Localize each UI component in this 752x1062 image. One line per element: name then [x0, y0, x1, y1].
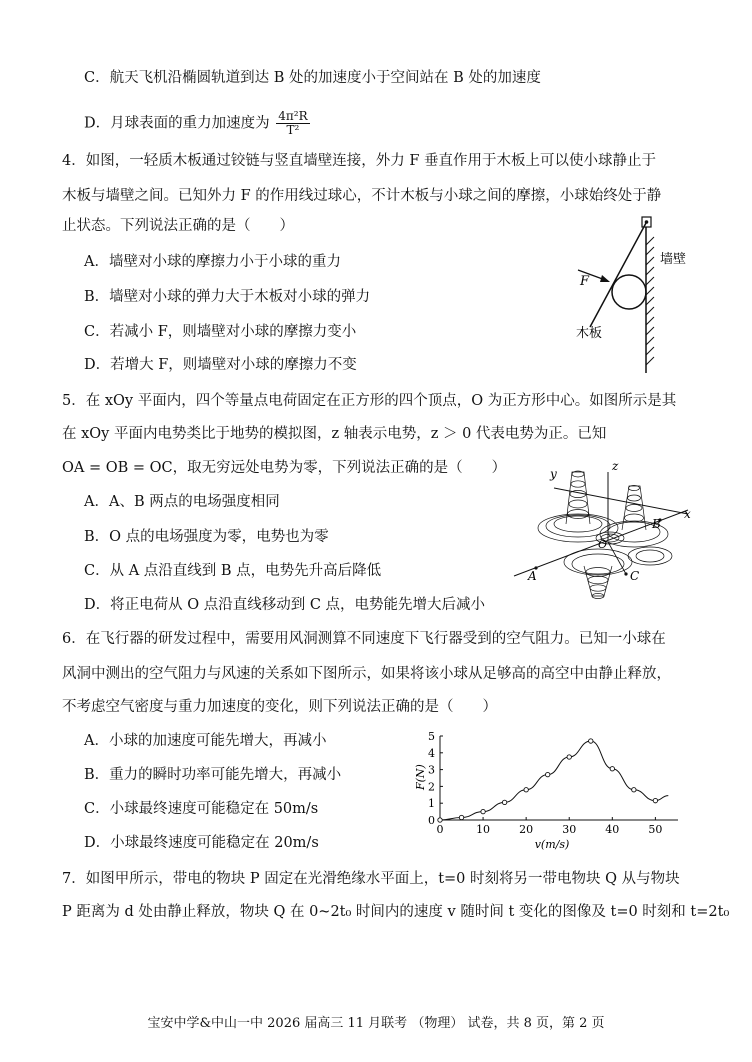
q6-stem-line1: 6．在飞行器的研发过程中，需要用风洞测算不同速度下飞行器受到的空气阻力。已知一小球在: [62, 631, 666, 647]
q6-option-c: C．小球最终速度可能稳定在 50m/s: [84, 801, 319, 817]
q6-force-velocity-chart: [412, 728, 682, 856]
data-point: [459, 815, 463, 819]
board-line: [590, 223, 646, 327]
q7-stem-line1: 7．如图甲所示，带电的物块 P 固定在光滑绝缘水平面上，t=0 时刻将另一带电物块 Q 从与物块: [62, 871, 680, 887]
chart-x-axis-label: v(m/s): [534, 838, 570, 851]
data-point: [567, 755, 571, 759]
q6-stem-line3: 不考虑空气密度与重力加速度的变化，则下列说法正确的是（ ）: [62, 699, 497, 715]
q5-option-d: D．将正电荷从 O 点沿直线移动到 C 点，电势能先增大后减小: [84, 597, 486, 613]
axis-z-label: z: [612, 459, 619, 473]
q4-stem-line1: 4．如图，一轻质木板通过铰链与竖直墙壁连接，外力 F 垂直作用于木板上可以使小球静止于: [62, 153, 657, 169]
q4-stem-line3: 止状态。下列说法正确的是（ ）: [62, 218, 294, 234]
q4-option-c: C．若减小 F，则墙壁对小球的摩擦力变小: [84, 324, 357, 340]
data-point: [545, 772, 549, 776]
q6-option-a: A．小球的加速度可能先增大，再减小: [84, 733, 327, 749]
q4-stem-line2: 木板与墙壁之间。已知外力 F 的作用线过球心，不计木板与小球之间的摩擦，小球始终处于静: [62, 188, 662, 204]
point-b-label: B: [652, 517, 661, 531]
q6-option-b: B．重力的瞬时功率可能先增大，再减小: [84, 767, 342, 783]
q5-stem-line3: OA = OB = OC，取无穷远处电势为零，下列说法正确的是（ ）: [62, 460, 507, 476]
q5-figure: [500, 458, 700, 608]
q6-option-d: D．小球最终速度可能稳定在 20m/s: [84, 835, 319, 851]
y-tick-label: 5: [428, 730, 435, 743]
q3-option-d-text: D．月球表面的重力加速度为: [84, 115, 270, 132]
data-point: [438, 818, 442, 822]
q5-option-a: A．A、B 两点的电场强度相同: [84, 494, 280, 510]
point-c-label: C: [630, 569, 640, 583]
fraction: [276, 110, 309, 137]
fraction-denominator: T²: [286, 123, 300, 137]
data-point: [502, 800, 506, 804]
x-tick-label: 10: [476, 823, 491, 836]
y-tick-label: 2: [428, 780, 435, 794]
q3-option-c: C．航天飞机沿椭圆轨道到达 B 处的加速度小于空间站在 B 处的加速度: [84, 70, 541, 86]
q5-option-c: C．从 A 点沿直线到 B 点，电势先升高后降低: [84, 563, 382, 579]
axis-y-label: y: [550, 467, 557, 481]
y-tick-label: 4: [428, 746, 435, 760]
axis-x-label: x: [684, 507, 691, 521]
data-point: [481, 809, 485, 813]
point-o-label: O: [598, 538, 608, 551]
fig-wall-label: 墙壁: [660, 252, 687, 267]
x-tick-label: 40: [605, 823, 620, 836]
q4-option-d: D．若增大 F，则墙壁对小球的摩擦力不变: [84, 357, 357, 373]
data-point: [589, 739, 593, 743]
q4-option-a: A．墙壁对小球的摩擦力小于小球的重力: [84, 254, 341, 270]
q3-option-d: [84, 110, 310, 137]
q6-stem-line2: 风洞中测出的空气阻力与风速的关系如下图所示，如果将该小球从足够高的高空中由静止释放，: [62, 666, 671, 682]
y-tick-label: 0: [428, 814, 435, 827]
ball-circle: [612, 275, 646, 309]
data-point: [524, 788, 528, 792]
chart-y-axis-label: F(N): [414, 764, 427, 790]
data-point: [653, 798, 657, 802]
q4-option-b: B．墙壁对小球的弹力大于木板对小球的弹力: [84, 289, 371, 305]
page-footer: 宝安中学&中山一中 2026 届高三 11 月联考 （物理） 试卷，共 8 页，第 2 页: [147, 1016, 605, 1031]
x-tick-label: 30: [562, 823, 577, 836]
q5-option-b: B．O 点的电场强度为零，电势也为零: [84, 529, 329, 545]
fraction-numerator: 4π²R: [278, 109, 308, 123]
fig-force-label: F: [580, 274, 590, 289]
q7-stem-line2: P 距离为 d 处由静止释放，物块 Q 在 0~2t₀ 时间内的速度 v 随时间 t 变化的图像及 t=0 时刻和 t=2t₀: [62, 904, 730, 920]
fig-board-label: 木板: [576, 326, 603, 341]
chart-plot-area: [428, 730, 678, 836]
y-tick-label: 1: [428, 797, 435, 811]
x-tick-label: 50: [648, 823, 663, 836]
data-point: [632, 788, 636, 792]
q4-figure: [570, 215, 710, 375]
point-a-label: A: [528, 569, 537, 583]
q5-stem-line2: 在 xOy 平面内电势类比于地势的模拟图，z 轴表示电势，z ＞ 0 代表电势为正。已知: [62, 426, 607, 442]
x-tick-label: 0: [436, 823, 444, 836]
data-curve: [440, 741, 668, 820]
data-point: [610, 767, 614, 771]
q5-stem-line1: 5．在 xOy 平面内，四个等量点电荷固定在正方形的四个顶点，O 为正方形中心。如图所示是其: [62, 393, 677, 409]
y-tick-label: 3: [428, 763, 435, 777]
x-tick-label: 20: [519, 823, 534, 836]
